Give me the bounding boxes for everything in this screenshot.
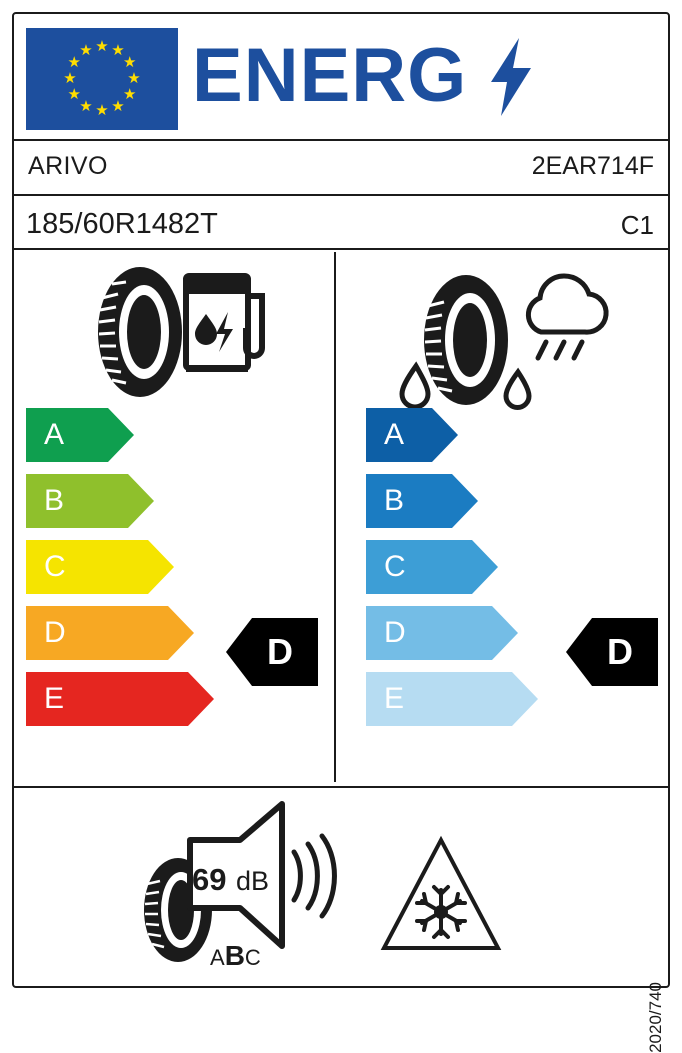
fuel-efficiency-pictogram (88, 262, 268, 407)
eu-star: ★ (63, 70, 77, 87)
noise-class-a: A (210, 945, 225, 970)
rating-bar-letter: B (384, 484, 405, 517)
label-date: 2020/740 (646, 982, 665, 1053)
lightning-bolt-icon (489, 38, 533, 116)
noise-class-b: B (224, 940, 245, 971)
divider-vertical (334, 252, 336, 782)
rain-cloud-icon (528, 276, 606, 358)
eu-star: ★ (122, 86, 137, 103)
rating-bar-letter: C (44, 550, 66, 583)
eu-star: ★ (111, 97, 125, 115)
eu-star: ★ (122, 54, 137, 71)
rating-bar-shape (366, 474, 478, 528)
eu-star: ★ (67, 54, 81, 71)
rating-bar-letter: B (44, 484, 65, 517)
rating-bar-letter: E (384, 682, 405, 715)
eu-star: ★ (79, 42, 93, 60)
rating-bar-shape (26, 408, 134, 462)
tyre-size-designation: 185/60R1482T (26, 208, 218, 240)
type-code: 2EAR714F (531, 152, 654, 180)
rating-bar-letter: D (384, 616, 406, 649)
tyre-wet-icon (402, 275, 529, 407)
fuel-efficiency-rating-arrow (226, 618, 318, 686)
noise-value: 69 (192, 862, 227, 897)
fuel-pump-icon (186, 276, 262, 372)
noise-class-c: C (244, 945, 261, 970)
eu-flag-icon (26, 28, 178, 130)
rating-bar-shape (366, 408, 458, 462)
rating-bar-letter: A (384, 418, 405, 451)
rating-bar-letter: A (44, 418, 65, 451)
tyre-icon (98, 267, 182, 397)
rating-arrow-letter: D (607, 631, 633, 672)
eu-star: ★ (111, 42, 125, 60)
snowflake-mountain-icon (376, 830, 506, 965)
eu-star: ★ (127, 70, 141, 87)
rating-bar-letter: C (384, 550, 406, 583)
eu-star: ★ (95, 102, 109, 119)
rating-bar-letter: D (44, 616, 66, 649)
noise-unit: dB (236, 866, 270, 896)
eu-star: ★ (67, 86, 81, 103)
eu-star: ★ (79, 97, 93, 115)
divider-size (14, 248, 668, 250)
wet-grip-rating-arrow (566, 618, 658, 686)
wet-grip-pictogram (404, 262, 624, 427)
page-title: ENERG (192, 33, 468, 118)
qr-code-icon (546, 24, 650, 128)
noise-class-scale (210, 940, 261, 972)
divider-header (14, 139, 668, 141)
divider-brand (14, 194, 668, 196)
divider-bottom (14, 786, 668, 788)
tyre-class: C1 (620, 210, 654, 240)
rating-bar-letter: E (44, 682, 65, 715)
supplier-brand: ARIVO (28, 152, 108, 180)
rating-arrow-letter: D (267, 631, 293, 672)
eu-star: ★ (95, 38, 109, 55)
